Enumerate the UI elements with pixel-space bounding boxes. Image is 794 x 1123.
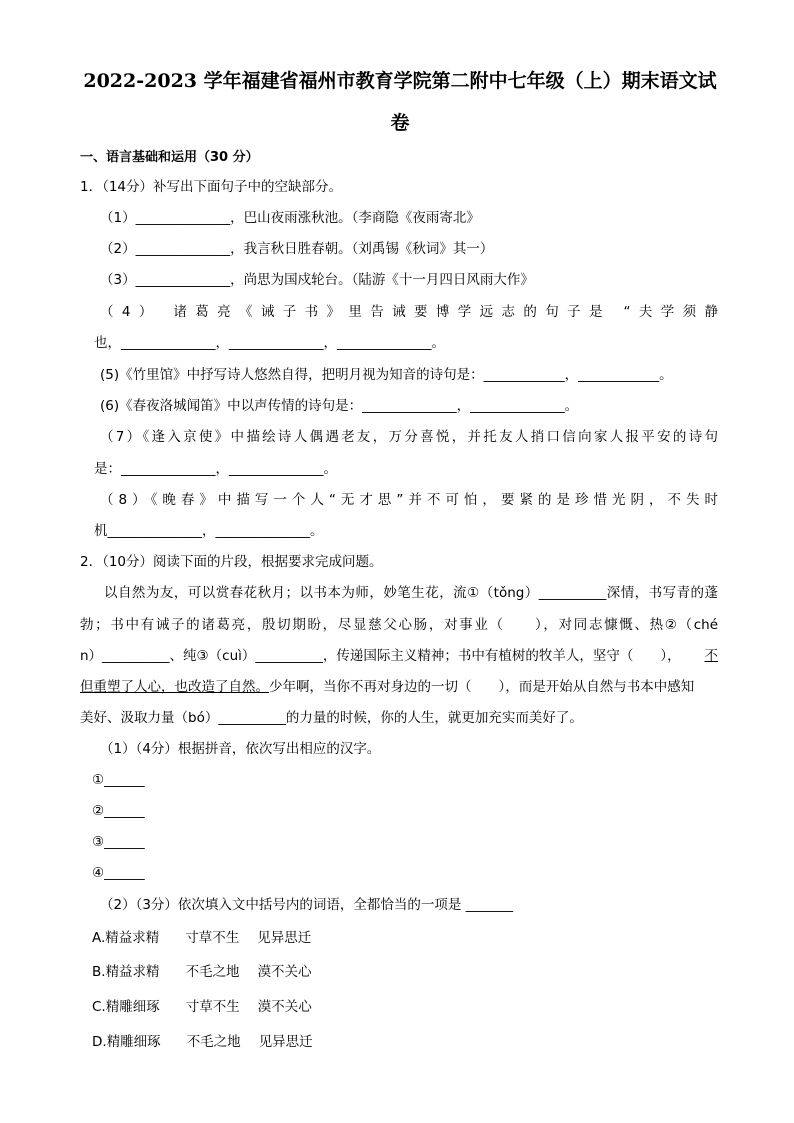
- q1-item-1: （1）______________，巴山夜雨涨秋池。（李商隐《夜雨寄北》: [100, 210, 480, 226]
- option-word-2: 不毛之地: [185, 964, 240, 980]
- option-word-3: 见异思迁: [258, 1034, 313, 1050]
- option-word-1: 精益求精: [105, 964, 160, 980]
- option-word-1: 精雕细琢: [105, 999, 160, 1015]
- q1-item-7-cont: 是：______________，______________。: [94, 461, 337, 477]
- blank-2: ②______: [92, 803, 145, 819]
- q1-item-8: （8）《晚春》中描写一个人“无才思”并不可怕，要紧的是珍惜光阴，不失时: [100, 492, 718, 508]
- option-word-1: 精雕细琢: [106, 1034, 161, 1050]
- q1-item-4: （4） 诸葛亮《诫子书》里告诫要博学远志的句子是 “夫学须静: [100, 304, 718, 320]
- q2-sub1-stem: （1）（4分）根据拼音，依次写出相应的汉字。: [100, 741, 381, 757]
- q1-item-3: （3）______________，尚思为国戍轮台。（陆游《十一月四日风雨大作》: [100, 272, 534, 288]
- passage-tail-1: 不: [704, 648, 718, 664]
- q1-item-6: (6)《春夜洛城闻笛》中以声传情的诗句是：______________，______________。: [100, 398, 579, 414]
- passage-line-2: 勃；书中有诫子的诸葛亮，殷切期盼，尽显慈父心肠，对事业（ ），对同志慷慨、热②（ché: [80, 617, 718, 633]
- option-word-2: 不毛之地: [186, 1034, 241, 1050]
- q1-item-7: （7）《逢入京使》中描绘诗人偶遇老友，万分喜悦，并托友人捎口信向家人报平安的诗句: [100, 429, 718, 445]
- section-heading: 一、语言基础和运用（30 分）: [80, 150, 259, 165]
- question-1-stem: 1．（14分）补写出下面句子中的空缺部分。: [80, 179, 343, 195]
- option-word-3: 漠不关心: [257, 964, 312, 980]
- passage-line-4-rest: 少年啊，当你不再对身边的一切（ ），而是开始从自然与书本中感知: [269, 679, 695, 695]
- q1-item-2: （2）______________，我言秋日胜春朝。（刘禹锡《秋词》其一）: [100, 241, 494, 257]
- passage-line-5: 美好、汲取力量（bó）__________的力量的时候，你的人生，就更加充实而美好了。: [80, 710, 583, 726]
- option-word-2: 寸草不生: [185, 999, 240, 1015]
- option-d: [92, 1032, 313, 1052]
- option-word-3: 漠不关心: [257, 999, 312, 1015]
- option-a: [92, 928, 311, 948]
- q1-item-8-cont: 机______________，______________。: [94, 523, 324, 539]
- option-letter: C.: [92, 999, 106, 1015]
- passage-line-3-text: n）__________、纯③（cuì）__________，传递国际主义精神；书中有植树的牧羊人，坚守（ ），: [80, 648, 681, 664]
- question-2-stem: 2．（10分）阅读下面的片段，根据要求完成问题。: [80, 554, 383, 570]
- title-line-1: 2022-2023 学年福建省福州市教育学院第二附中七年级（上）期末语文试: [83, 70, 717, 92]
- q1-item-4-cont: 也，______________，______________，______________。: [94, 335, 445, 351]
- option-letter: D.: [92, 1034, 107, 1050]
- passage-line-1: 以自然为友，可以赏春花秋月；以书本为师，妙笔生花，流①（tǒng）__________深情，书写青的蓬: [104, 585, 718, 601]
- option-b: [92, 962, 312, 982]
- blank-3: ③______: [92, 834, 145, 850]
- option-word-3: 见异思迁: [257, 930, 312, 946]
- q1-item-5: (5)《竹里馆》中抒写诗人悠然自得，把明月视为知音的诗句是：____________，____________。: [100, 367, 673, 383]
- blank-4: ④______: [92, 865, 145, 881]
- option-c: [92, 997, 312, 1017]
- option-letter: A.: [92, 930, 106, 946]
- option-word-2: 寸草不生: [185, 930, 240, 946]
- option-word-1: 精益求精: [105, 930, 160, 946]
- option-letter: B.: [92, 964, 106, 980]
- passage-line-4: [80, 677, 718, 697]
- blank-1: ①______: [92, 772, 145, 788]
- exam-title: [70, 60, 730, 144]
- underlined-phrase: 但重塑了人心，也改造了自然。: [80, 679, 269, 695]
- passage-line-3: [80, 646, 718, 666]
- q2-sub2-stem: （2）（3分）依次填入文中括号内的词语，全都恰当的一项是 _______: [100, 897, 513, 913]
- title-line-2: 卷: [390, 112, 410, 134]
